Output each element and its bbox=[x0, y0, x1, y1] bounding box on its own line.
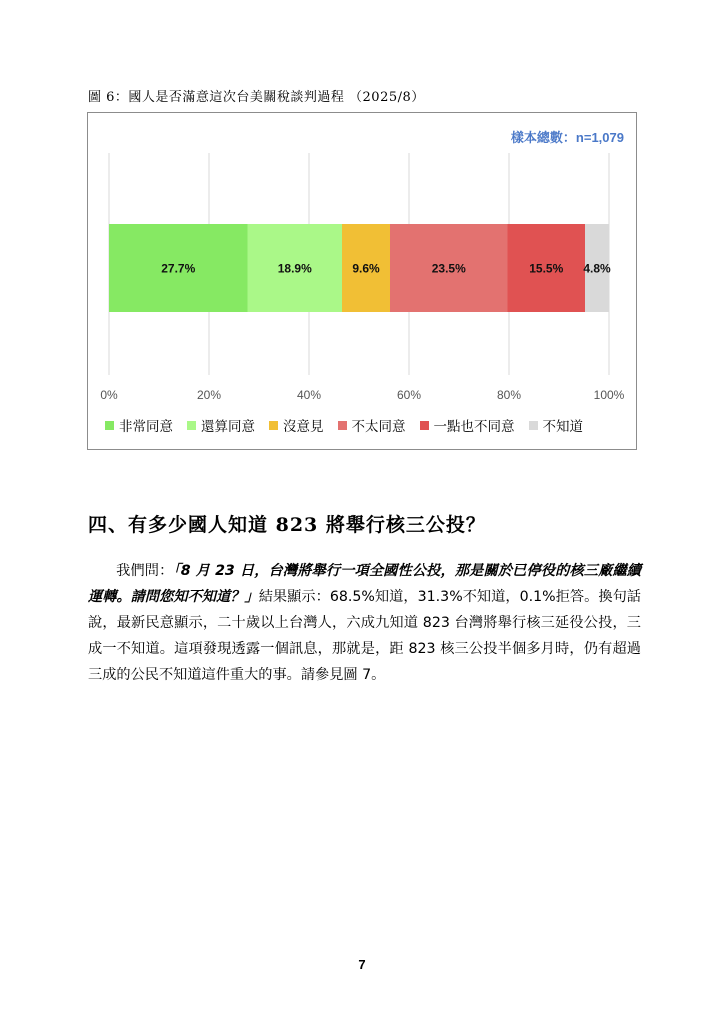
paragraph-body: 結果顯示：68.5%知道，31.3%不知道，0.1%拒答。換句話說，最新民意顯示，二十歲以上台灣人，六成九知道 823 台灣將舉行核三延役公投，三成一不知道。這項發現透露一個訊息，那就是，距 823 核三公投半個多月時，仍有超過三成的公民不知道這件重大的事。請參見圖 7。 bbox=[88, 589, 641, 683]
sample-size-note: 樣本總數：n=1,079 bbox=[510, 130, 624, 145]
data-label: 18.9% bbox=[277, 261, 312, 276]
legend-item bbox=[420, 415, 515, 435]
legend-label: 沒意見 bbox=[283, 419, 324, 435]
legend-label: 一點也不同意 bbox=[433, 419, 515, 435]
data-label: 4.8% bbox=[583, 261, 611, 276]
x-tick-label: 60% bbox=[396, 388, 422, 402]
x-tick-label: 0% bbox=[100, 388, 118, 402]
legend-swatch bbox=[529, 421, 538, 430]
legend-item bbox=[187, 415, 255, 435]
legend-swatch bbox=[338, 421, 347, 430]
legend-label: 不太同意 bbox=[351, 419, 406, 435]
data-label: 15.5% bbox=[529, 261, 564, 276]
legend-swatch bbox=[105, 421, 114, 430]
data-label: 27.7% bbox=[161, 261, 196, 276]
section-heading: 四、有多少國人知道 823 將舉行核三公投？ bbox=[88, 514, 486, 536]
paragraph-intro: 我們問： bbox=[116, 563, 174, 579]
chart-legend bbox=[105, 415, 583, 435]
legend-item bbox=[529, 415, 584, 435]
x-tick-label: 40% bbox=[296, 388, 322, 402]
body-paragraph bbox=[88, 558, 641, 688]
survey-question: 「8 月 23 日，台灣將舉行一項全國性公投，那是關於已停役的核三廠繼續運轉。請問您知不知道？」 bbox=[88, 563, 641, 605]
legend-item bbox=[105, 415, 173, 435]
legend-label: 不知道 bbox=[542, 419, 583, 435]
legend-swatch bbox=[420, 421, 429, 430]
legend-swatch bbox=[269, 421, 278, 430]
x-tick-label: 100% bbox=[593, 388, 625, 402]
figure-caption: 圖 6：國人是否滿意這次台美關稅談判過程 （2025/8） bbox=[88, 90, 425, 105]
data-label: 9.6% bbox=[352, 261, 380, 276]
legend-item bbox=[338, 415, 406, 435]
legend-item bbox=[269, 415, 324, 435]
x-tick-label: 80% bbox=[496, 388, 522, 402]
legend-label: 非常同意 bbox=[119, 419, 173, 435]
x-tick-label: 20% bbox=[196, 388, 222, 402]
page-number: 7 bbox=[358, 957, 366, 972]
legend-label: 還算同意 bbox=[201, 419, 255, 435]
data-label: 23.5% bbox=[431, 261, 466, 276]
stacked-bar-chart bbox=[88, 113, 636, 449]
chart-container bbox=[87, 112, 637, 450]
legend-swatch bbox=[187, 421, 196, 430]
